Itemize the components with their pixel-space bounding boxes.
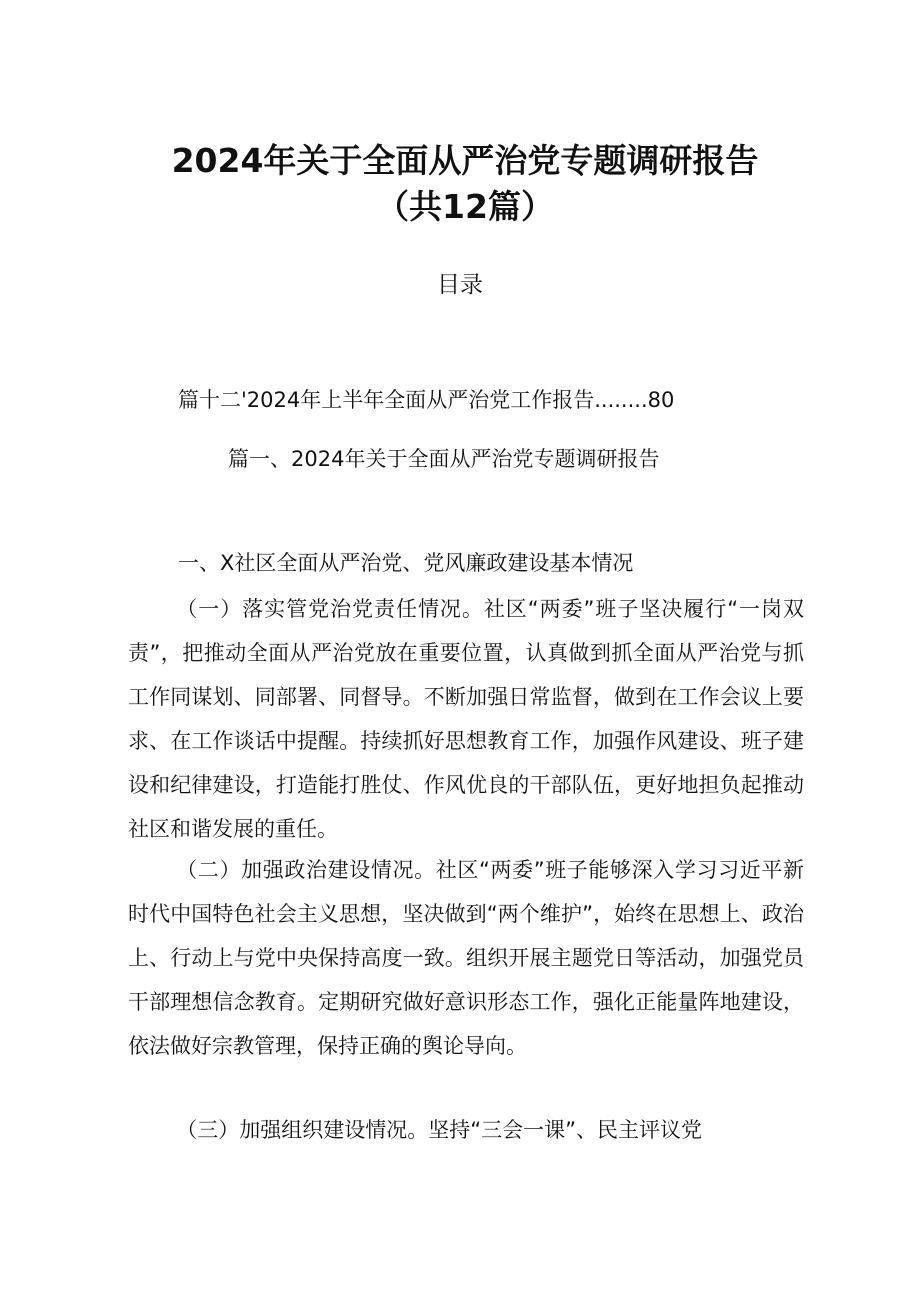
section-title: 篇一、2024年关于全面从严治党专题调研报告 [228, 447, 660, 471]
paragraph: （三）加强组织建设情况。坚持“三会一课”、民主评议党 [176, 1118, 703, 1142]
paragraph: （一）落实管党治党责任情况。社区“两委”班子坚决履行“一岗双责”，把推动全面从严治党放在重要位置，认真做到抓全面从严治党与抓工作同谋划、同部署、同督导。不断加强日常监督，做到在工作会议上要求、在工作谈话中提醒。持续抓好思想教育工作，加强作风建设、班子建设和纪律建设，打造能打胜仗、作风优良的干部队伍，更好地担负起推动社区和谐发展的重任。 [128, 597, 804, 841]
paragraph: （二）加强政治建设情况。社区“两委”班子能够深入学习习近平新时代中国特色社会主义思想，坚决做到“两个维护”，始终在思想上、政治上、行动上与党中央保持高度一致。组织开展主题党日等活动，加强党员干部理想信念教育。定期研究做好意识形态工作，强化正能量阵地建设，依法做好宗教管理，保持正确的舆论导向。 [128, 858, 804, 1058]
subheading: 一、X社区全面从严治党、党风廉政建设基本情况 [178, 551, 634, 575]
document-title: 2024年关于全面从严治党专题调研报告（共12篇） [171, 141, 759, 226]
toc-entry[interactable]: 篇十二'2024年上半年全面从严治党工作报告........80 [178, 388, 675, 412]
toc-heading: 目录 [437, 272, 483, 298]
